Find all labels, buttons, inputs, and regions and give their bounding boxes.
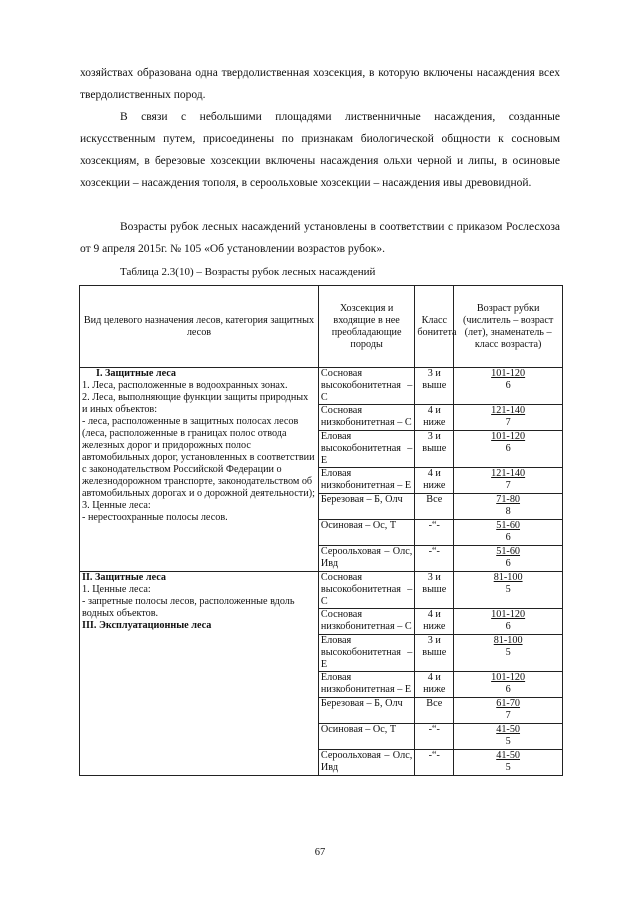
breed-cell: Сосновая низкобонитетная – С [318, 405, 414, 431]
table-caption: Таблица 2.3(10) – Возрасты рубок лесных насаждений [120, 266, 376, 278]
age-class: 7 [505, 710, 511, 721]
header-section: Хозсекция и входящие в нее преобладающие породы [318, 286, 414, 368]
bonitet-cell: -“- [415, 750, 454, 776]
bonitet-cell: Все [415, 494, 454, 520]
page-number: 67 [314, 847, 326, 858]
age-class: 7 [505, 417, 511, 428]
bonitet-cell: 3 и выше [415, 572, 454, 609]
breed-cell: Сероольховая – Олс, Ивд [318, 546, 414, 572]
paragraph-1: хозяйствах образована одна твердолиственная хозсекция, в которую включены насаждения всех твердолиственных пород. [80, 67, 560, 101]
breed-cell: Осиновая – Ос, Т [318, 724, 414, 750]
age-years: 61-70 [496, 698, 521, 709]
age-cell [454, 698, 563, 724]
age-years: 41-50 [496, 750, 521, 761]
age-cell [454, 724, 563, 750]
breed-cell: Еловая высокобонитетная – Е [318, 635, 414, 672]
age-years: 71-80 [496, 494, 521, 505]
bonitet-cell: 4 и ниже [415, 468, 454, 494]
age-cell [454, 609, 563, 635]
bonitet-cell: -“- [415, 520, 454, 546]
age-years: 101-120 [491, 368, 526, 379]
bonitet-cell: 3 и выше [415, 368, 454, 405]
bonitet-cell: 3 и выше [415, 635, 454, 672]
purpose-line: 1. Леса, расположенные в водоохранных зонах. [82, 380, 288, 391]
bonitet-cell: 4 и ниже [415, 609, 454, 635]
breed-cell: Еловая низкобонитетная – Е [318, 672, 414, 698]
age-cell [454, 494, 563, 520]
age-years: 41-50 [496, 724, 521, 735]
paragraph-3: Возрасты рубок лесных насаждений установлены в соответствии с приказом Рослесхоза от 9 апреля 2015г. № 105 «Об установлении возрастов рубок». [80, 221, 560, 255]
header-bonitet: Класс бонитета [415, 286, 454, 368]
bonitet-cell: -“- [415, 724, 454, 750]
age-class: 6 [505, 380, 511, 391]
age-cell [454, 672, 563, 698]
age-class: 5 [505, 647, 511, 658]
age-class: 6 [505, 621, 511, 632]
age-cell [454, 468, 563, 494]
age-class: 7 [505, 480, 511, 491]
group3-title: III. Эксплуатационные леса [82, 620, 212, 631]
cutting-age-table [79, 285, 563, 776]
bonitet-cell: Все [415, 698, 454, 724]
age-class: 6 [505, 532, 511, 543]
paragraph-2: В связи с небольшими площадями лиственничные насаждения, созданные искусственным путем, присоединены по признакам биологической общности к сосновым хозсекциям, в березовые хозсекции включены насаждения ольхи черной и липы, в осиновые хозсекции – насаждения тополя, в сероольховые хозсекции – насаждения ивы древовидной. [80, 111, 560, 189]
age-years: 121-140 [491, 468, 526, 479]
breed-cell: Еловая высокобонитетная – Е [318, 431, 414, 468]
breed-cell: Сероольховая – Олс, Ивд [318, 750, 414, 776]
age-years: 101-120 [491, 672, 526, 683]
purpose-line: - запретные полосы лесов, расположенные вдоль водных объектов. [82, 596, 295, 619]
age-years: 101-120 [491, 609, 526, 620]
breed-cell: Сосновая низкобонитетная – С [318, 609, 414, 635]
group2-title: II. Защитные леса [82, 572, 166, 583]
age-cell [454, 750, 563, 776]
bonitet-cell: 4 и ниже [415, 672, 454, 698]
age-cell [454, 635, 563, 672]
breed-cell: Березовая – Б, Олч [318, 494, 414, 520]
purpose-line: 2. Леса, выполняющие функции защиты природных и иных объектов: [82, 392, 309, 415]
age-cell [454, 405, 563, 431]
age-class: 6 [505, 443, 511, 454]
table-row [80, 572, 563, 609]
age-class: 6 [505, 684, 511, 695]
purpose-line: - нерестоохранные полосы лесов. [82, 512, 228, 523]
bonitet-cell: -“- [415, 546, 454, 572]
group1-title: I. Защитные леса [96, 368, 176, 379]
breed-cell: Сосновая высокобонитетная – С [318, 368, 414, 405]
group1-purpose-cell [80, 368, 319, 572]
table-row [80, 368, 563, 405]
age-class: 8 [505, 506, 511, 517]
age-years: 81-100 [493, 635, 523, 646]
age-cell [454, 368, 563, 405]
age-years: 101-120 [491, 431, 526, 442]
age-cell [454, 431, 563, 468]
age-years: 121-140 [491, 405, 526, 416]
bonitet-cell: 4 и ниже [415, 405, 454, 431]
breed-cell: Еловая низкобонитетная – Е [318, 468, 414, 494]
bonitet-cell: 3 и выше [415, 431, 454, 468]
header-age: Возраст рубки (числитель – возраст (лет), знаменатель – класс возраста) [454, 286, 563, 368]
group2-purpose-cell [80, 572, 319, 776]
breed-cell: Осиновая – Ос, Т [318, 520, 414, 546]
purpose-line: 1. Ценные леса: [82, 584, 151, 595]
age-years: 81-100 [493, 572, 523, 583]
age-cell [454, 546, 563, 572]
purpose-line: 3. Ценные леса: [82, 500, 151, 511]
group-2-body [80, 572, 563, 776]
age-years: 51-60 [496, 520, 521, 531]
age-years: 51-60 [496, 546, 521, 557]
age-cell [454, 520, 563, 546]
age-class: 6 [505, 558, 511, 569]
age-class: 5 [505, 584, 511, 595]
age-cell [454, 572, 563, 609]
header-purpose: Вид целевого назначения лесов, категория защитных лесов [80, 286, 319, 368]
breed-cell: Березовая – Б, Олч [318, 698, 414, 724]
purpose-line: - леса, расположенные в защитных полосах лесов (леса, расположенные в границах полос отвода железных дорог и придорожных полос автомобильных дорог, установленных в соответствии с законодательством Российской Федерации о железнодорожном транспорте, законодательством об автомобильных дорогах и о дорожной деятельности); [82, 416, 315, 499]
group-1-body [80, 368, 563, 572]
age-class: 5 [505, 762, 511, 773]
age-class: 5 [505, 736, 511, 747]
breed-cell: Сосновая высокобонитетная – С [318, 572, 414, 609]
